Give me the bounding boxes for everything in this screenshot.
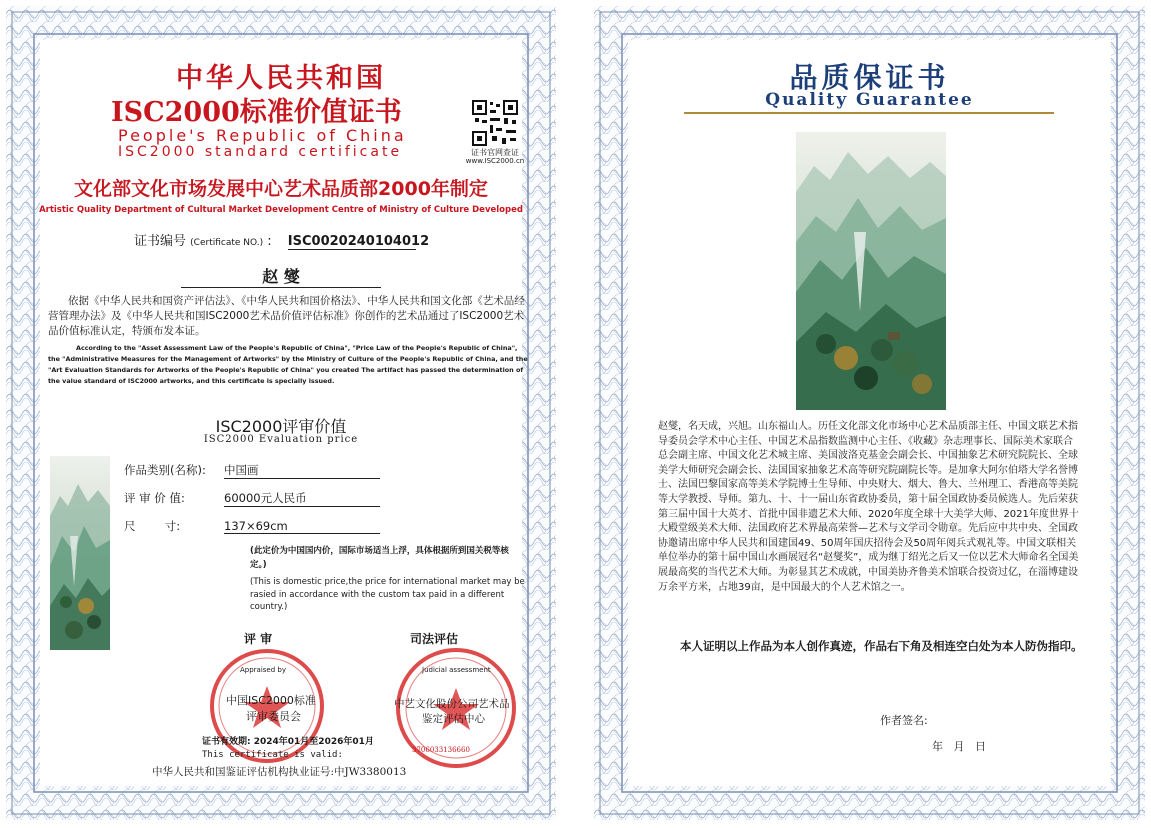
- artwork-image: [796, 132, 946, 410]
- domestic-price-note-en: (This is domestic price,the price for international market may be rasied in accordance with the custom tax paid in a different country.): [250, 577, 525, 612]
- certificate-number-row: [134, 230, 430, 250]
- appraisal-organization: 中艺文化股份公司艺术品: [394, 698, 510, 710]
- country-title: 中华人民共和国: [176, 63, 386, 94]
- field-category: [124, 462, 380, 479]
- quality-title: 品质保证书: [789, 61, 950, 94]
- field-price: [124, 490, 380, 507]
- artist-name: 赵 燮: [181, 264, 381, 288]
- review-heading-en: Appraised by: [240, 666, 286, 674]
- signature-date: 年 月 日: [932, 740, 986, 753]
- qr-caption: 证书官网查证: [471, 148, 519, 157]
- title-divider: [684, 112, 1054, 114]
- field-category-value: 中国画: [224, 462, 380, 479]
- appraisal-organization-line-2: 鉴定评估中心: [422, 713, 485, 725]
- qr-code-icon: [472, 100, 518, 146]
- legal-basis-text-en: According to the "Asset Assessment Law of the People's Republic of China", "Price Law of the People's Republic of China", the "Administrative Measures for the Management of Artworks" by the Ministry of Culture of the People's Republic of China, and the "Art Evaluation Standards for Artworks of the People's Republic of China" you created The artifact has passed the determination of the value standard of ISC2000 artworks, and this certificate is specially issued.: [48, 344, 528, 385]
- quality-guarantee-certificate: [594, 6, 1145, 820]
- seal-number: 3706033136660: [412, 746, 470, 754]
- certificate-number-colon: :: [267, 234, 272, 249]
- field-size-label: 尺 寸:: [124, 519, 181, 533]
- country-title-en: People's Republic of China: [118, 126, 407, 145]
- legal-basis-text: 依据《中华人民共和国资产评估法》、《中华人民共和国价格法》、中华人民共和国文化部《艺术品经营管理办法》及《中华人民共和国ISC2000艺术品价值评估标准》你创作的艺术品通过了ISC2000艺术品价值标准认定，特颁布发本证。: [48, 295, 525, 337]
- validity-period-en: This certificate is valid:: [202, 750, 343, 760]
- evaluation-title-en: ISC2000 Evaluation price: [203, 434, 359, 445]
- certificate-title: ISC2000标准价值证书: [111, 97, 402, 128]
- quality-title-en: Quality Guarantee: [765, 90, 974, 110]
- validity-period: 证书有效期: 2024年01月至2026年01月: [202, 737, 374, 747]
- judicial-heading: 司法评估: [410, 632, 459, 646]
- evaluation-title: ISC2000评审价值: [215, 417, 347, 436]
- judicial-heading-en: Judicial assessment: [422, 666, 491, 674]
- artist-biography: 赵燮，名天成，兴旭。山东福山人。历任文化部文化市场中心艺术品质部主任、中国文联艺术指导委员会学术中心主任、中国艺术品指数监测中心主任、《收藏》杂志理事长、国际美术家联合总会副主席、中国文化艺术城主席、美国波洛克基金会副会长、中国抽象艺术研究院院长、全球美学大师研究会副会长、法国国家抽象艺术高等研究院副院长等。是加拿大阿尔伯塔大学名誉博士、法国巴黎国家高等美术学院博士生导师、中央财大、烟大、鲁大、兰州理工、香港高等美院等大学教授、导师。第九、十、十一届山东省政协委员，第十届全国政协委员候选人。先后荣获第三届中国十大英才、首批中国非遗艺术大师、2020年度全球十大美学大师、2021年度世界十大殿堂级美术大师、法国政府艺术界最高荣誉—艺术与文学司令勋章。先后应中共中央、全国政协邀请出席中华人民共和国建国49、50周年国庆招待会及50周年阅兵式观礼等。中国文联相关单位举办的第十届中国山水画展冠名“赵燮奖”，成为继丁绍光之后又一位以艺术大师命名全国美展最高奖的当代艺术大师。为彰显其艺术成就，中国美协齐鲁美术馆联合投资过亿，在淄博建设万余平方米，占地39亩，是中国最大的个人艺术馆之一。: [658, 421, 1079, 593]
- department-title: 文化部文化市场发展中心艺术品质部2000年制定: [74, 178, 488, 200]
- field-size: [124, 518, 380, 534]
- review-heading: 评 审: [244, 632, 273, 646]
- certificate-number-label-en: (Certificate NO.): [190, 238, 264, 248]
- field-price-label: 评 审 价 值:: [124, 491, 185, 505]
- department-title-en: Artistic Quality Department of Cultural Market Development Centre of Ministry of Culture Developed: [39, 205, 523, 215]
- certificate-title-en: ISC2000 standard certificate: [118, 144, 403, 160]
- authenticity-statement: 本人证明以上作品为本人创作真迹，作品右下角及相连空白处为本人防伪指印。: [680, 639, 1083, 653]
- certificate-number-value: ISC0020240104012: [287, 234, 430, 249]
- domestic-price-note: (此定价为中国国内价，国际市场适当上浮，具体根据所到国关税等核定。): [250, 546, 509, 570]
- review-organization: 中国ISC2000标准: [226, 694, 316, 707]
- signature-label: 作者签名:: [880, 714, 928, 727]
- field-category-label: 作品类别(名称):: [124, 463, 206, 477]
- artwork-thumbnail: [50, 456, 110, 650]
- certificate-number-label: 证书编号: [134, 234, 187, 249]
- license-number: 中华人民共和国鉴证评估机构执业证号:中JW3380013: [152, 766, 407, 778]
- standard-value-certificate: [6, 6, 556, 820]
- review-organization-line-2: 评审委员会: [246, 710, 301, 723]
- qr-url: www.ISC2000.cn: [465, 157, 525, 165]
- field-size-value: 137×69cm: [224, 519, 380, 534]
- field-price-value: 60000元人民币: [224, 490, 380, 507]
